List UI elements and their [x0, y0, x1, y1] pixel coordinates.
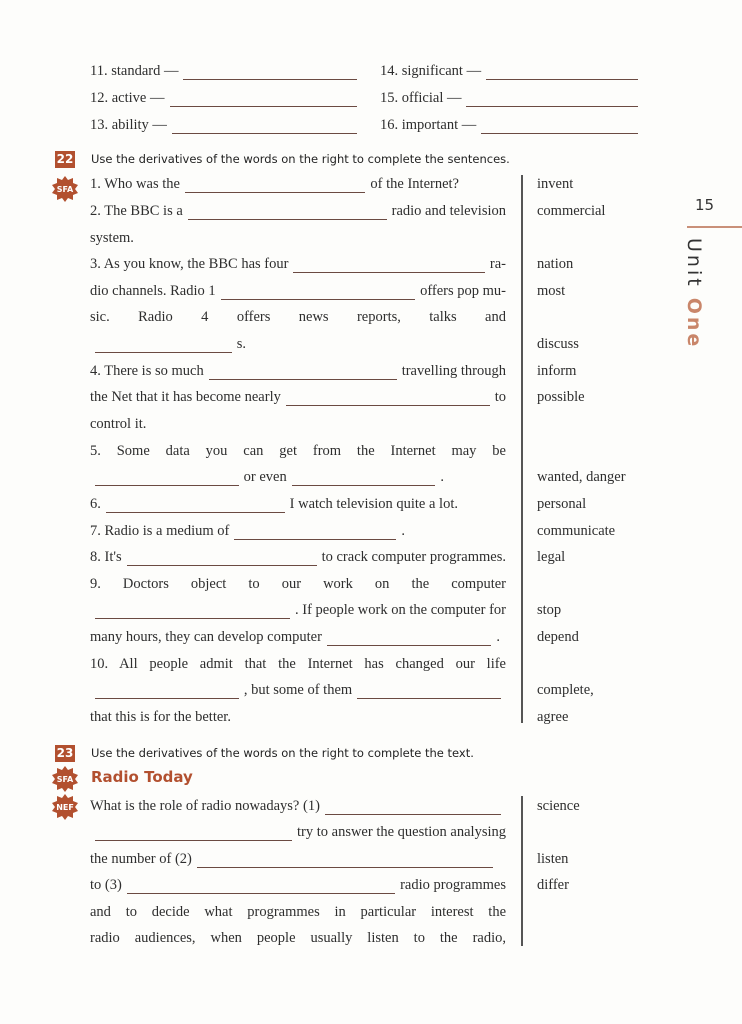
sfa-badge-text: SFA — [56, 184, 74, 194]
answer-blank[interactable] — [95, 684, 239, 699]
line-text: . — [401, 523, 405, 539]
answer-blank[interactable] — [197, 853, 493, 868]
unit-word: Unit — [683, 238, 705, 289]
line-text: control it. — [90, 416, 147, 432]
line-text: 3. As you know, the BBC has four — [90, 256, 289, 272]
answer-blank[interactable] — [95, 338, 232, 353]
line-text: the Net that it has become nearly — [90, 389, 281, 405]
exercise-22-number: 22 — [56, 152, 74, 166]
line-text: 11. standard — — [90, 63, 179, 79]
line-text: 16. important — — [380, 117, 477, 133]
word-hint: stop — [537, 602, 562, 618]
column-divider — [521, 796, 523, 946]
line-text: the number of (2) — [90, 851, 192, 867]
text-line — [90, 175, 459, 193]
text-line — [380, 62, 643, 80]
unit-label — [683, 238, 705, 349]
word-hint: communicate — [537, 523, 616, 539]
word-hint: nation — [537, 256, 574, 272]
line-text: offers pop mu- — [420, 283, 506, 299]
line-text: 8. It's — [90, 549, 122, 565]
answer-blank[interactable] — [127, 879, 395, 894]
text-line — [90, 929, 506, 947]
line-text: 7. Radio is a medium of — [90, 523, 230, 539]
line-text: or even — [243, 469, 287, 485]
answer-blank[interactable] — [325, 800, 501, 815]
text-line — [90, 823, 506, 841]
line-text: radio and television — [391, 203, 506, 219]
page-number: 15 — [695, 196, 715, 214]
line-text: 2. The BBC is a — [90, 203, 183, 219]
text-line — [90, 335, 246, 353]
text-line — [90, 468, 444, 486]
word-hint: wanted, danger — [537, 469, 626, 485]
text-line — [90, 903, 506, 921]
line-text: try to answer the question analysing — [297, 824, 506, 840]
text-line — [90, 362, 506, 380]
text-line — [90, 308, 506, 326]
line-text: I watch television quite a lot. — [289, 496, 458, 512]
text-line — [90, 522, 405, 540]
margin-rule — [687, 226, 742, 228]
nef-badge-text: NEF — [56, 802, 74, 812]
word-hint: personal — [537, 496, 587, 512]
line-text: . If people work on the computer for — [295, 602, 506, 618]
word-hint: listen — [537, 851, 569, 867]
answer-blank[interactable] — [185, 178, 365, 193]
word-hint: invent — [537, 176, 574, 192]
line-text: 13. ability — — [90, 117, 167, 133]
text-line — [90, 89, 362, 107]
text-line — [90, 388, 506, 406]
word-hint: legal — [537, 549, 566, 565]
exercise-23-number: 23 — [56, 746, 74, 760]
nef-badge-icon — [52, 794, 78, 820]
word-hint: complete, — [537, 682, 594, 698]
column-divider — [521, 175, 523, 723]
answer-blank[interactable] — [293, 258, 484, 273]
answer-blank[interactable] — [481, 119, 638, 134]
answer-blank[interactable] — [286, 391, 490, 406]
answer-blank[interactable] — [234, 525, 396, 540]
word-hint: differ — [537, 877, 569, 893]
unit-name: One — [683, 297, 705, 350]
answer-blank[interactable] — [357, 684, 501, 699]
line-text: to — [494, 389, 506, 405]
word-hint: discuss — [537, 336, 579, 352]
line-text: . — [496, 629, 500, 645]
line-text: dio channels. Radio 1 — [90, 283, 216, 299]
line-text: of the Internet? — [370, 176, 459, 192]
text-title: Radio Today — [91, 768, 193, 786]
text-line — [90, 282, 506, 300]
word-hint: science — [537, 798, 580, 814]
line-text: 14. significant — — [380, 63, 482, 79]
word-hint: most — [537, 283, 566, 299]
line-text: s. — [236, 336, 246, 352]
text-line — [90, 202, 506, 220]
line-text: to (3) — [90, 877, 122, 893]
answer-blank[interactable] — [106, 498, 285, 513]
text-line — [90, 876, 506, 894]
word-hint: commercial — [537, 203, 606, 219]
line-text: . — [440, 469, 445, 485]
line-text: 4. There is so much — [90, 363, 204, 379]
exercise-22-instruction: Use the derivatives of the words on the right to complete the sentences. — [91, 152, 510, 166]
line-text: 6. — [90, 496, 101, 512]
answer-blank[interactable] — [486, 65, 638, 80]
line-text: and to decide what programmes in particular interest the — [90, 904, 506, 920]
answer-blank[interactable] — [127, 551, 317, 566]
line-text: ra- — [489, 256, 506, 272]
answer-blank[interactable] — [188, 205, 387, 220]
text-line — [90, 681, 506, 699]
line-text: , but some of them — [243, 682, 353, 698]
answer-blank[interactable] — [327, 631, 491, 646]
text-line — [90, 850, 498, 868]
line-text: that this is for the better. — [90, 709, 231, 725]
word-hint: depend — [537, 629, 579, 645]
line-text: 15. official — — [380, 90, 462, 106]
answer-blank[interactable] — [95, 471, 239, 486]
answer-blank[interactable] — [95, 604, 290, 619]
line-text: travelling through — [401, 363, 506, 379]
answer-blank[interactable] — [170, 92, 358, 107]
word-hint: possible — [537, 389, 585, 405]
answer-blank[interactable] — [221, 285, 415, 300]
exercise-23-instruction: Use the derivatives of the words on the right to complete the text. — [91, 746, 474, 760]
text-line — [90, 62, 362, 80]
text-line — [380, 89, 643, 107]
text-line — [90, 797, 506, 815]
text-line — [90, 655, 506, 673]
line-text: What is the role of radio nowadays? (1) — [90, 798, 320, 814]
answer-blank[interactable] — [183, 65, 357, 80]
text-line — [90, 116, 362, 134]
sfa-badge-icon — [52, 176, 78, 202]
text-line — [90, 601, 506, 619]
text-line — [90, 495, 458, 513]
text-line — [90, 575, 506, 593]
line-text: to crack computer programmes. — [321, 549, 506, 565]
line-text: radio programmes — [400, 877, 506, 893]
text-line — [90, 442, 506, 460]
text-line — [90, 255, 506, 273]
text-line — [90, 628, 500, 646]
answer-blank[interactable] — [172, 119, 357, 134]
line-text: sic. Radio 4 offers news reports, talks and — [90, 309, 506, 325]
line-text: system. — [90, 230, 134, 246]
answer-blank[interactable] — [292, 471, 436, 486]
text-line — [90, 229, 506, 247]
text-line — [380, 116, 643, 134]
answer-blank[interactable] — [209, 365, 397, 380]
line-text: radio audiences, when people usually listen to the radio, — [90, 930, 506, 946]
text-line — [90, 548, 506, 566]
text-line — [90, 415, 506, 433]
line-text: 5. Some data you can get from the Internet may be — [90, 443, 506, 459]
line-text: many hours, they can develop computer — [90, 629, 322, 645]
line-text: 12. active — — [90, 90, 165, 106]
answer-blank[interactable] — [466, 92, 638, 107]
sfa-badge-icon — [52, 766, 78, 792]
word-hint: inform — [537, 363, 577, 379]
line-text: 1. Who was the — [90, 176, 180, 192]
text-line — [90, 708, 506, 726]
sfa-badge-text: SFA — [56, 774, 74, 784]
answer-blank[interactable] — [95, 826, 292, 841]
line-text: 10. All people admit that the Internet has changed our life — [90, 656, 506, 672]
word-hint: agree — [537, 709, 569, 725]
line-text: 9. Doctors object to our work on the computer — [90, 576, 506, 592]
